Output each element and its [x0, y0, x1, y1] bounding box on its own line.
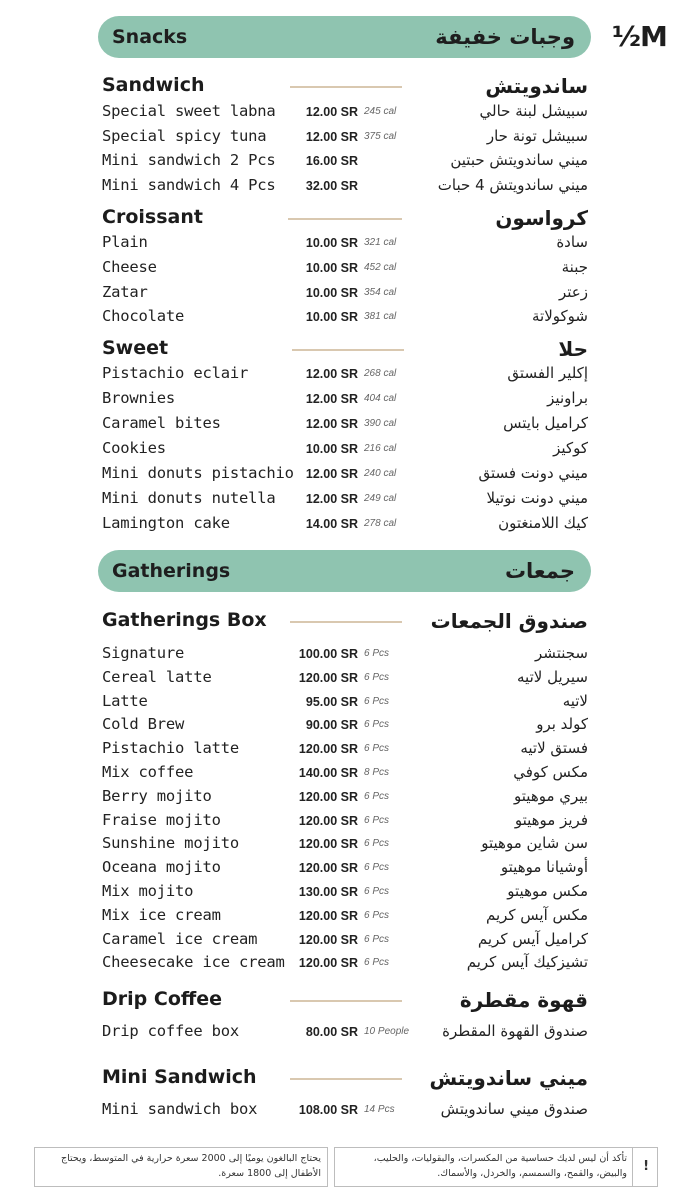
section-croissant — [102, 206, 588, 232]
item-name: Cereal latte — [102, 667, 212, 686]
item-name-ar: زعتر — [559, 282, 588, 301]
menu-item — [102, 715, 588, 737]
menu-item — [102, 364, 588, 386]
gatherings-banner — [98, 550, 591, 592]
item-name: Oceana mojito — [102, 858, 221, 877]
item-price: 120.00 SR — [298, 861, 358, 876]
item-name-ar: تشيزكيك آيس كريم — [466, 953, 588, 972]
item-price: 12.00 SR — [305, 492, 358, 506]
item-name-ar: كولد برو — [536, 715, 588, 734]
item-name-ar: كيك اللامنغتون — [498, 514, 588, 532]
section-mini-sandwich — [102, 1066, 588, 1092]
item-name-ar: كوكيز — [553, 439, 588, 457]
menu-item — [102, 258, 588, 280]
item-price: 80.00 SR — [305, 1025, 358, 1039]
item-name: Special sweet labna — [102, 102, 276, 120]
menu-item — [102, 692, 588, 714]
menu-item — [102, 668, 588, 690]
menu-item — [102, 834, 588, 856]
item-name-ar: براونيز — [547, 389, 588, 407]
item-name: Zatar — [102, 282, 148, 301]
menu-item — [102, 1100, 588, 1122]
item-name: Mini sandwich 4 Pcs — [102, 175, 276, 194]
item-note: 245 cal — [364, 106, 397, 117]
menu-item — [102, 489, 588, 511]
item-price: 90.00 SR — [305, 718, 358, 733]
section-sandwich — [102, 74, 588, 100]
item-name: Mix coffee — [102, 763, 194, 781]
item-price: 120.00 SR — [298, 956, 358, 971]
item-note: 278 cal — [364, 518, 397, 529]
item-note: 249 cal — [364, 493, 397, 504]
item-name-ar: كراميل بايتس — [503, 414, 588, 432]
menu-item — [102, 858, 588, 880]
calorie-notice — [34, 1147, 328, 1187]
item-price: 10.00 SR — [305, 285, 358, 300]
menu-item — [102, 414, 588, 436]
menu-item — [102, 787, 588, 809]
allergy-notice-text: تأكد أن ليس لديك حساسية من المكسرات، والبقوليات، والحليب، والبيض، والقمح، والسمسم، والخردل، والأسماك. — [373, 1153, 627, 1179]
snacks-banner-ar: وجبات خفيفة — [435, 25, 575, 49]
item-name-ar: شوكولاتة — [532, 307, 588, 326]
logo: ½M — [612, 20, 667, 53]
snacks-banner-en: Snacks — [112, 26, 188, 48]
calorie-notice-text: يحتاج البالغون يوميًا إلى 2000 سعرة حرارية في المتوسط، ويحتاج الأطفال إلى 1800 سعرة. — [61, 1153, 321, 1179]
menu-item — [102, 233, 588, 255]
item-name-ar: صندوق القهوة المقطرة — [442, 1022, 588, 1040]
item-note: 6 Pcs — [364, 957, 390, 969]
item-name: Brownies — [102, 389, 176, 407]
item-name-ar: مكس كوفي — [513, 763, 588, 781]
section-divider — [290, 621, 402, 623]
item-note: 14 Pcs — [364, 1104, 395, 1115]
item-note: 6 Pcs — [364, 719, 390, 731]
item-name: Pistachio latte — [102, 739, 239, 758]
section-divider — [290, 1078, 402, 1080]
item-note: 404 cal — [364, 393, 397, 404]
item-price: 12.00 SR — [305, 392, 358, 406]
item-note: 452 cal — [364, 261, 397, 273]
item-note: 375 cal — [364, 130, 397, 142]
item-note: 6 Pcs — [364, 671, 390, 683]
item-price: 12.00 SR — [305, 417, 358, 431]
item-note: 6 Pcs — [364, 862, 390, 874]
section-divider — [290, 1000, 402, 1002]
menu-item — [102, 389, 588, 411]
section-divider — [290, 86, 402, 88]
item-note: 10 People — [364, 1026, 410, 1037]
item-name: Berry mojito — [102, 786, 212, 805]
item-name-ar: سيريل لاتيه — [517, 667, 588, 686]
item-price: 12.00 SR — [305, 105, 358, 119]
item-price: 12.00 SR — [305, 367, 358, 381]
menu-item — [102, 739, 588, 761]
item-name-ar: ميني ساندويتش حبتين — [450, 151, 588, 169]
notice-divider — [632, 1148, 633, 1186]
gatherings-banner-en: Gatherings — [112, 560, 231, 582]
item-price: 120.00 SR — [298, 813, 358, 828]
item-note: 6 Pcs — [364, 743, 390, 755]
item-note: 6 Pcs — [364, 695, 390, 707]
menu-item — [102, 439, 588, 461]
item-name: Drip coffee box — [102, 1022, 239, 1040]
menu-item — [102, 464, 588, 486]
item-name: Mix ice cream — [102, 905, 221, 924]
item-name-ar: فريز موهيتو — [514, 810, 588, 829]
section-title-en: Mini Sandwich — [102, 1066, 257, 1088]
item-price: 120.00 SR — [298, 837, 358, 852]
section-title-ar: حلا — [558, 337, 588, 361]
item-name: Chocolate — [102, 307, 185, 326]
menu-item — [102, 102, 588, 124]
item-name: Plain — [102, 233, 148, 251]
menu-item — [102, 906, 588, 928]
item-note: 354 cal — [364, 286, 397, 298]
menu-item — [102, 514, 588, 536]
item-name: Latte — [102, 691, 148, 710]
section-divider — [292, 349, 404, 351]
menu-item — [102, 763, 588, 785]
item-name-ar: إكلير الفستق — [507, 364, 588, 382]
menu-item — [102, 176, 588, 198]
item-name-ar: مكس آيس كريم — [485, 905, 588, 924]
item-price: 120.00 SR — [298, 670, 358, 685]
section-title-en: Croissant — [102, 206, 203, 228]
section-title-ar: كرواسون — [495, 206, 588, 230]
item-name: Caramel bites — [102, 414, 221, 432]
section-title-ar: صندوق الجمعات — [430, 609, 588, 633]
menu-item — [102, 811, 588, 833]
item-price: 14.00 SR — [305, 517, 358, 531]
menu-item — [102, 127, 588, 149]
item-note: 6 Pcs — [364, 886, 390, 897]
section-title-en: Gatherings Box — [102, 609, 267, 631]
item-price: 10.00 SR — [305, 310, 358, 325]
item-note: 240 cal — [364, 468, 397, 479]
item-name-ar: أوشيانا موهيتو — [500, 858, 588, 877]
item-price: 16.00 SR — [305, 154, 358, 168]
item-name-ar: صندوق ميني ساندويتش — [440, 1100, 588, 1118]
item-name: Fraise mojito — [102, 810, 221, 829]
item-note: 6 Pcs — [364, 814, 390, 826]
item-price: 130.00 SR — [298, 885, 358, 899]
item-name: Cheesecake ice cream — [102, 953, 285, 972]
item-price: 10.00 SR — [305, 236, 358, 250]
item-price: 12.00 SR — [305, 129, 358, 144]
item-note: 6 Pcs — [364, 933, 390, 945]
item-note: 390 cal — [364, 418, 397, 429]
item-name: Mini donuts pistachio — [102, 464, 294, 482]
menu-item — [102, 151, 588, 173]
item-name: Mix mojito — [102, 882, 194, 900]
item-name-ar: سن شاين موهيتو — [481, 834, 588, 853]
item-price: 120.00 SR — [298, 932, 358, 947]
item-name: Cold Brew — [102, 715, 185, 734]
item-price: 12.00 SR — [305, 467, 358, 481]
item-price: 95.00 SR — [305, 694, 358, 709]
section-title-ar: ميني ساندويتش — [429, 1066, 588, 1090]
section-title-en: Sweet — [102, 337, 169, 359]
section-drip-coffee — [102, 988, 588, 1014]
item-note: 321 cal — [364, 237, 397, 248]
menu-item — [102, 953, 588, 975]
item-note: 6 Pcs — [364, 909, 390, 921]
section-title-en: Sandwich — [102, 74, 205, 96]
warning-icon: ! — [643, 1159, 649, 1174]
item-price: 10.00 SR — [305, 442, 358, 456]
item-name: Mini sandwich box — [102, 1100, 258, 1118]
menu-item — [102, 882, 588, 904]
item-price: 120.00 SR — [298, 908, 358, 923]
item-name-ar: سجنتشر — [535, 644, 588, 662]
item-price: 32.00 SR — [305, 178, 358, 193]
item-name-ar: فستق لاتيه — [520, 739, 588, 758]
item-name-ar: ميني دونت فستق — [478, 464, 588, 482]
item-price: 108.00 SR — [298, 1103, 358, 1117]
section-divider — [288, 218, 402, 220]
item-name-ar: لاتيه — [562, 691, 588, 710]
menu-item — [102, 283, 588, 305]
item-price: 120.00 SR — [298, 742, 358, 757]
item-name: Signature — [102, 644, 185, 662]
section-title-en: Drip Coffee — [102, 988, 223, 1010]
item-price: 140.00 SR — [298, 766, 358, 780]
item-name-ar: بيري موهيتو — [514, 786, 588, 805]
item-price: 100.00 SR — [298, 647, 358, 661]
item-name: Sunshine mojito — [102, 834, 239, 853]
item-name: Lamington cake — [102, 514, 230, 532]
menu-item — [102, 930, 588, 952]
section-sweet — [102, 337, 588, 363]
item-name-ar: سبيشل تونة حار — [486, 126, 588, 145]
item-note: 6 Pcs — [364, 838, 390, 850]
allergy-notice — [334, 1147, 658, 1187]
snacks-banner — [98, 16, 591, 58]
item-note: 216 cal — [364, 443, 397, 454]
item-price: 120.00 SR — [298, 789, 358, 804]
item-name-ar: مكس موهيتو — [507, 882, 588, 900]
item-name-ar: جبنة — [561, 257, 588, 276]
menu-item — [102, 644, 588, 666]
item-name-ar: ميني دونت نوتيلا — [486, 489, 588, 507]
section-gatherings-box — [102, 609, 588, 635]
item-name: Cookies — [102, 439, 166, 457]
item-name: Special spicy tuna — [102, 126, 267, 145]
item-note: 381 cal — [364, 311, 397, 323]
item-name: Pistachio eclair — [102, 364, 249, 382]
item-name: Mini sandwich 2 Pcs — [102, 151, 276, 169]
section-title-ar: ساندويتش — [485, 74, 588, 98]
item-note: 6 Pcs — [364, 648, 390, 659]
item-name-ar: سادة — [556, 233, 588, 251]
item-name: Cheese — [102, 257, 157, 276]
item-price: 10.00 SR — [305, 260, 358, 275]
item-name: Caramel ice cream — [102, 929, 258, 948]
menu-item — [102, 307, 588, 329]
item-name-ar: كراميل آيس كريم — [477, 929, 588, 948]
item-name-ar: سبيشل لبنة حالي — [479, 102, 588, 120]
gatherings-banner-ar: جمعات — [504, 559, 575, 583]
item-name-ar: ميني ساندويتش 4 حبات — [437, 175, 588, 194]
section-title-ar: قهوة مقطرة — [459, 988, 588, 1012]
menu-item — [102, 1022, 588, 1044]
item-note: 8 Pcs — [364, 767, 390, 778]
item-note: 268 cal — [364, 368, 397, 379]
item-name: Mini donuts nutella — [102, 489, 276, 507]
item-note: 6 Pcs — [364, 790, 390, 802]
